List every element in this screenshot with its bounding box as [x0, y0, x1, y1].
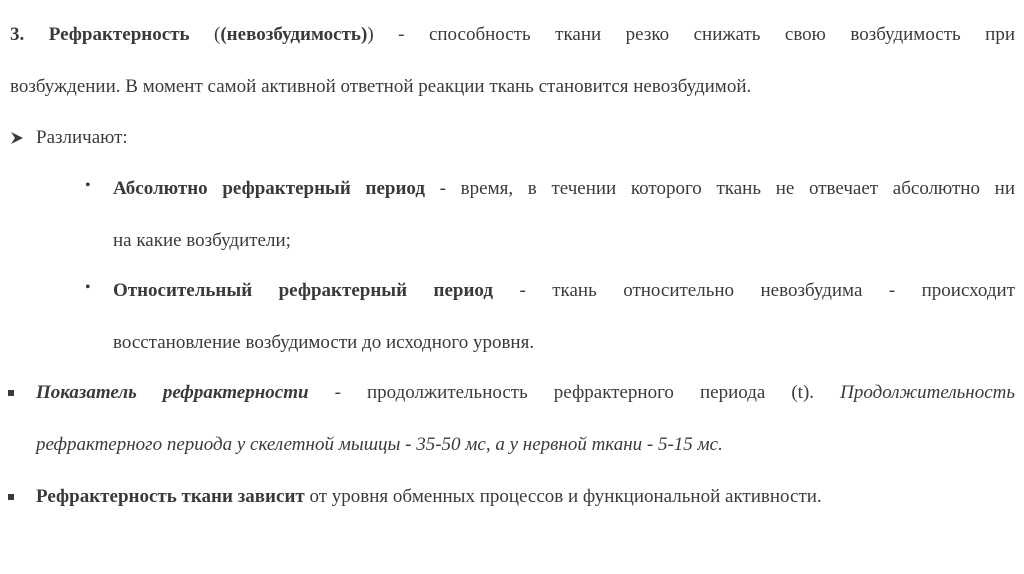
refractoriness-duration-start: Продолжительность	[840, 382, 1016, 403]
term-synonym-text: (невозбудимость)	[220, 24, 368, 45]
refractoriness-index-line-1	[36, 381, 1015, 405]
term-refractoriness-index: Показатель рефрактерности	[36, 382, 309, 403]
refractoriness-definition-line-1	[10, 23, 1015, 47]
refractoriness-index-line-2: рефрактерного периода у скелетной мышцы - 35-50 мс, а у нервной ткани - 5-15 мс.	[36, 434, 723, 455]
bullet-dot-icon: •	[85, 279, 91, 296]
term-synonym: ((невозбудимость))	[214, 24, 374, 45]
absolute-refractory-desc: - время, в течении которого ткань не отвечает абсолютно ни	[439, 178, 1015, 199]
definition-text: - способность ткани резко снижать свою возбудимость при	[398, 24, 1016, 45]
term-absolute-refractory: Абсолютно рефрактерный период	[113, 178, 425, 199]
term-refractoriness-depends: Рефрактерность ткани зависит	[36, 486, 305, 507]
relative-refractory-line-1	[113, 279, 1015, 303]
refractoriness-index-desc: - продолжительность рефрактерного периода (t).	[334, 382, 815, 403]
relative-refractory-desc: - ткань относительно невозбудима - происходит	[519, 280, 1016, 301]
refractoriness-depends-desc: от уровня обменных процессов и функциональной активности.	[309, 486, 822, 507]
arrow-bullet-icon	[10, 131, 24, 145]
term-relative-refractory: Относительный рефрактерный период	[113, 280, 493, 301]
term-refractoriness: Рефрактерность	[48, 24, 190, 45]
absolute-refractory-line-1	[113, 177, 1015, 201]
section-number: 3.	[10, 24, 25, 45]
absolute-refractory-line-2: на какие возбудители;	[113, 230, 291, 251]
distinguish-label: Различают:	[36, 127, 128, 148]
square-bullet-icon	[8, 494, 14, 500]
square-bullet-icon	[8, 390, 14, 396]
bullet-dot-icon: •	[85, 177, 91, 194]
refractoriness-depends-line	[36, 485, 822, 509]
relative-refractory-line-2: восстановление возбудимости до исходного уровня.	[113, 332, 535, 353]
refractoriness-definition-line-2: возбуждении. В момент самой активной ответной реакции ткань становится невозбудимой.	[10, 76, 752, 97]
